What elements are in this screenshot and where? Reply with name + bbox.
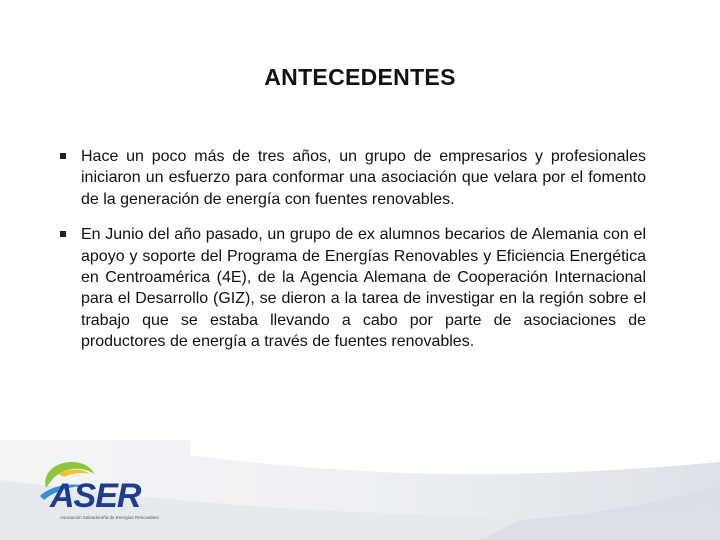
square-bullet-icon	[60, 231, 66, 237]
slide-title: ANTECEDENTES	[264, 64, 456, 90]
bullet-text: En Junio del año pasado, un grupo de ex alumnos becarios de Alemania con el apoyo y soporte del Programa de Energías Renovables y Eficiencia Energética en Centroamérica (4E), de la Agencia Alemana de Cooperación Internacional para el Desarrollo (GIZ), se dieron a la tarea de investigar en la región sobre el trabajo que se estaba llevando a cabo por parte de asociaciones de productores de energía a través de fuentes renovables.	[81, 226, 646, 351]
bullet-item	[59, 224, 646, 352]
aser-logo	[30, 452, 160, 522]
logo-wordmark: ASER	[50, 477, 141, 515]
square-bullet-icon	[60, 153, 66, 159]
bullet-list	[59, 146, 646, 367]
bullet-item	[59, 146, 646, 210]
logo-tagline: Asociación Salvadoreña de Energías Renovables	[60, 515, 159, 520]
bullet-text: Hace un poco más de tres años, un grupo de empresarios y profesionales iniciaron un esfuerzo para conformar una asociación que velara por el fomento de la generación de energía con fuentes renovables.	[81, 148, 646, 208]
